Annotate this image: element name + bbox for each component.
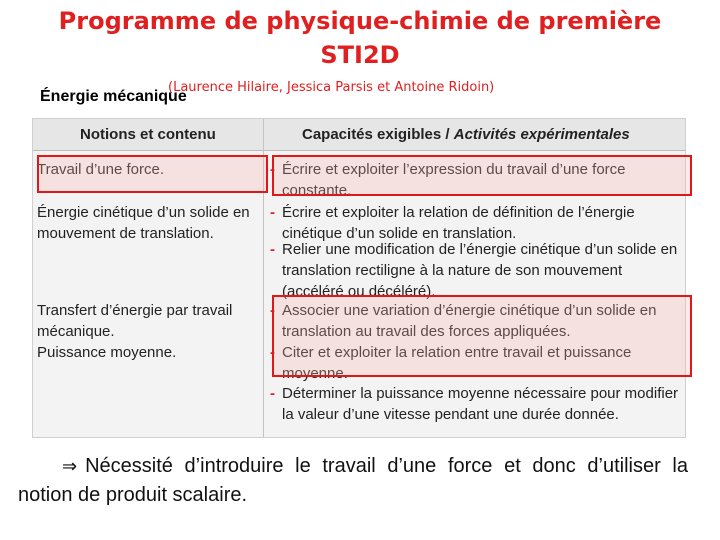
capacity-energie-cinetique: Écrire et exploiter la relation de définition de l’énergie cinétique d’un solide en translation.	[282, 204, 635, 242]
header-capacities-label: Capacités exigibles /	[302, 126, 450, 143]
capacity-travail-puissance: Citer et exploiter la relation entre travail et puissance moyenne.	[282, 344, 632, 382]
header-activities-label: Activités expérimentales	[453, 126, 630, 143]
header-capacities	[302, 126, 630, 143]
title-line-2: STI2D	[320, 41, 400, 69]
header-notions: Notions et contenu	[80, 126, 216, 143]
implies-arrow-icon: ⇒	[62, 456, 78, 477]
conclusion-text	[18, 452, 688, 509]
page-title	[0, 4, 720, 72]
bullet-dash: -	[270, 204, 275, 221]
conclusion-statement: Nécessité d’introduire le travail d’une force et donc d’utiliser la notion de produit scalaire.	[18, 455, 688, 506]
notion-travail: Travail d’une force.	[37, 161, 165, 178]
authors-credit: (Laurence Hilaire, Jessica Parsis et Antoine Ridoin)	[168, 80, 495, 95]
notion-transfert-energie: Transfert d’énergie par travail mécanique.	[37, 302, 233, 340]
capacity-variation-energie: Associer une variation d’énergie cinétique d’un solide en translation au travail des forces appliquées.	[282, 302, 657, 340]
highlight-box-travail	[37, 155, 268, 193]
bullet-dash: -	[270, 344, 275, 361]
section-heading: Énergie mécanique	[40, 88, 187, 105]
highlight-box-variation-puissance	[272, 295, 692, 377]
notion-puissance-moyenne: Puissance moyenne.	[37, 344, 177, 361]
table-header-row	[33, 119, 685, 151]
bullet-dash: -	[270, 385, 275, 402]
bullet-dash: -	[270, 302, 275, 319]
capacity-modification-energie: Relier une modification de l’énergie cinétique d’un solide en translation rectiligne à la nature de son mouvement (accéléré ou décéléré).	[282, 241, 678, 300]
title-line-1: Programme de physique-chimie de première	[58, 7, 662, 35]
bullet-dash: -	[270, 241, 275, 258]
highlight-box-travail-force	[272, 155, 692, 196]
capacity-travail-force: Écrire et exploiter l’expression du travail d’une force constante.	[282, 161, 626, 199]
notion-energie-cinetique: Énergie cinétique d’un solide en mouvement de translation.	[37, 204, 250, 242]
capacity-puissance-necessaire: Déterminer la puissance moyenne nécessaire pour modifier la valeur d’une vitesse pendant une durée donnée.	[282, 385, 679, 423]
bullet-dash: -	[270, 161, 275, 178]
